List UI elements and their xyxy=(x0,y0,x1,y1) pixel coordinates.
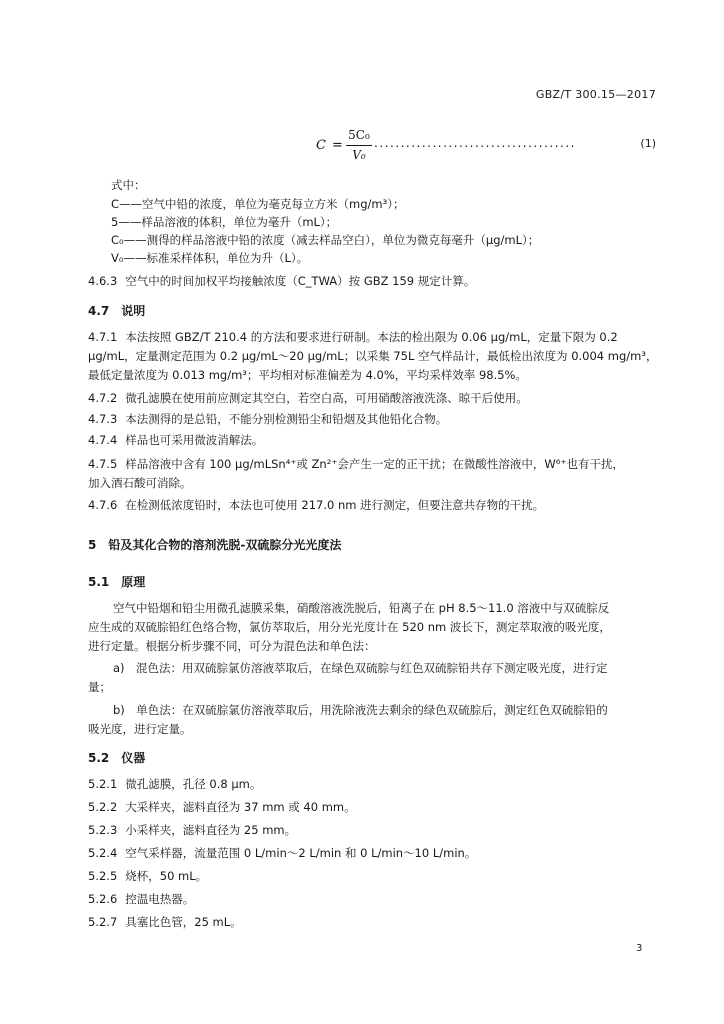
note-text: 本法按照 GBZ/T 210.4 的方法和要求进行研制。本法的检出限为 0.06 μg/mL，定量下限为 0.2 xyxy=(125,330,618,344)
equation-equals: = xyxy=(332,138,343,153)
note-number: 4.7.6 xyxy=(88,498,118,512)
section-4-7-heading xyxy=(88,302,145,319)
note-4-7-1-line-2: μg/mL，定量测定范围为 0.2 μg/mL～20 μg/mL；以采集 75L 空气样品计，最低检出浓度为 0.004 mg/m³， xyxy=(88,349,658,363)
equation-denominator: V₀ xyxy=(352,148,366,162)
principle-paragraph-line-3: 进行定量。根据分析步骤不同，可分为混色法和单色法： xyxy=(88,639,376,653)
instrument-item xyxy=(88,777,261,792)
principle-paragraph-line-2: 应生成的双硫腙铅红色络合物，氯仿萃取后，用分光光度计在 520 nm 波长下，测定萃取液的吸光度， xyxy=(88,620,611,634)
note-number: 4.7.5 xyxy=(88,457,118,471)
instrument-text: 空气采样器，流量范围 0 L/min～2 L/min 和 0 L/min～10 L/min。 xyxy=(125,846,477,860)
instrument-number: 5.2.3 xyxy=(88,823,118,837)
instrument-text: 小采样夹，滤料直径为 25 mm。 xyxy=(125,823,297,837)
variable-line: 5——样品溶液的体积，单位为毫升（mL）； xyxy=(111,215,338,229)
fraction-bar xyxy=(346,145,372,146)
section-5-1-heading xyxy=(88,573,145,590)
item-b-line-2: 吸光度，进行定量。 xyxy=(88,722,192,736)
section-title: 说明 xyxy=(121,304,146,318)
variable-line: C₀——测得的样品溶液中铅的浓度（减去样品空白），单位为微克每毫升（μg/mL）； xyxy=(111,233,540,247)
instrument-item xyxy=(88,800,356,815)
variable-line: V₀——标准采样体积，单位为升（L）。 xyxy=(111,251,309,265)
instrument-item xyxy=(88,869,207,884)
section-5-heading xyxy=(88,536,341,553)
instrument-item xyxy=(88,846,476,861)
instrument-text: 具塞比色管，25 mL。 xyxy=(125,915,242,929)
section-number: 4.7 xyxy=(88,304,110,318)
instrument-item xyxy=(88,915,242,930)
item-a-line-1: a) 混色法：用双硫腙氯仿溶液萃取后，在绿色双硫腙与红色双硫腙铅共存下测定吸光度，进行定 xyxy=(113,661,608,675)
note-number: 4.7.2 xyxy=(88,391,118,405)
page-number: 3 xyxy=(636,943,643,954)
note-4-7-6 xyxy=(88,498,544,513)
variables-intro: 式中： xyxy=(111,178,146,192)
note-4-7-4 xyxy=(88,433,263,448)
principle-paragraph-line-1: 空气中铅烟和铅尘用微孔滤膜采集，硝酸溶液洗脱后，铅离子在 pH 8.5～11.0 溶液中与双硫腙反 xyxy=(113,601,610,615)
note-4-7-1-line-3: 最低定量浓度为 0.013 mg/m³；平均相对标准偏差为 4.0%，平均采样效率 98.5%。 xyxy=(88,368,527,382)
note-text: 在检测低浓度铅时，本法也可使用 217.0 nm 进行测定，但要注意共存物的干扰。 xyxy=(125,498,545,512)
equation-numerator: 5C₀ xyxy=(348,128,370,142)
note-number: 4.7.1 xyxy=(88,330,118,344)
instrument-number: 5.2.7 xyxy=(88,915,118,929)
section-title: 铅及其化合物的溶剂洗脱-双硫腙分光光度法 xyxy=(108,538,342,552)
standard-number: GBZ/T 300.15—2017 xyxy=(535,88,656,101)
instrument-number: 5.2.4 xyxy=(88,846,118,860)
instrument-text: 控温电热器。 xyxy=(125,892,195,906)
instrument-item xyxy=(88,892,194,907)
equation-1 xyxy=(316,128,656,168)
variable-line: C——空气中铅的浓度，单位为毫克每立方米（mg/m³）； xyxy=(111,197,405,211)
clause-text: 空气中的时间加权平均接触浓度（C_TWA）按 GBZ 159 规定计算。 xyxy=(125,274,476,288)
section-number: 5.1 xyxy=(88,575,110,589)
note-4-7-1-line-1 xyxy=(88,330,618,345)
instrument-number: 5.2.2 xyxy=(88,800,118,814)
equation-leader-dots: ...................................... xyxy=(374,136,576,150)
clause-number: 4.6.3 xyxy=(88,274,118,288)
note-4-7-3 xyxy=(88,412,447,427)
instrument-text: 大采样夹，滤料直径为 37 mm 或 40 mm。 xyxy=(125,800,356,814)
section-number: 5.2 xyxy=(88,751,110,765)
section-title: 原理 xyxy=(121,575,146,589)
instrument-number: 5.2.1 xyxy=(88,777,118,791)
item-a-line-2: 量； xyxy=(88,680,111,694)
note-4-7-5-line-1 xyxy=(88,457,624,472)
note-text: 样品也可采用微波消解法。 xyxy=(125,433,264,447)
note-text: 样品溶液中含有 100 μg/mLSn⁴⁺或 Zn²⁺会产生一定的正干扰；在微酸性溶液中，W⁶⁺也有干扰， xyxy=(125,457,624,471)
item-b-line-1: b) 单色法：在双硫腙氯仿溶液萃取后，用洗除液洗去剩余的绿色双硫腙后，测定红色双硫腙铅的 xyxy=(113,703,608,717)
note-text: 微孔滤膜在使用前应测定其空白，若空白高，可用硝酸溶液洗涤、晾干后使用。 xyxy=(125,391,528,405)
instrument-text: 微孔滤膜，孔径 0.8 μm。 xyxy=(125,777,262,791)
section-title: 仪器 xyxy=(121,751,146,765)
instrument-number: 5.2.5 xyxy=(88,869,118,883)
equation-lhs: C xyxy=(316,138,326,153)
section-number: 5 xyxy=(88,538,97,552)
instrument-text: 烧杯，50 mL。 xyxy=(125,869,208,883)
note-number: 4.7.4 xyxy=(88,433,118,447)
clause-4-6-3 xyxy=(88,274,475,289)
equation-number: (1) xyxy=(640,137,656,150)
instrument-item xyxy=(88,823,296,838)
note-4-7-2 xyxy=(88,391,528,406)
section-5-2-heading xyxy=(88,749,145,766)
note-text: 本法测得的是总铅，不能分别检测铅尘和铅烟及其他铅化合物。 xyxy=(125,412,448,426)
instrument-number: 5.2.6 xyxy=(88,892,118,906)
note-4-7-5-line-2: 加入酒石酸可消除。 xyxy=(88,476,192,490)
note-number: 4.7.3 xyxy=(88,412,118,426)
